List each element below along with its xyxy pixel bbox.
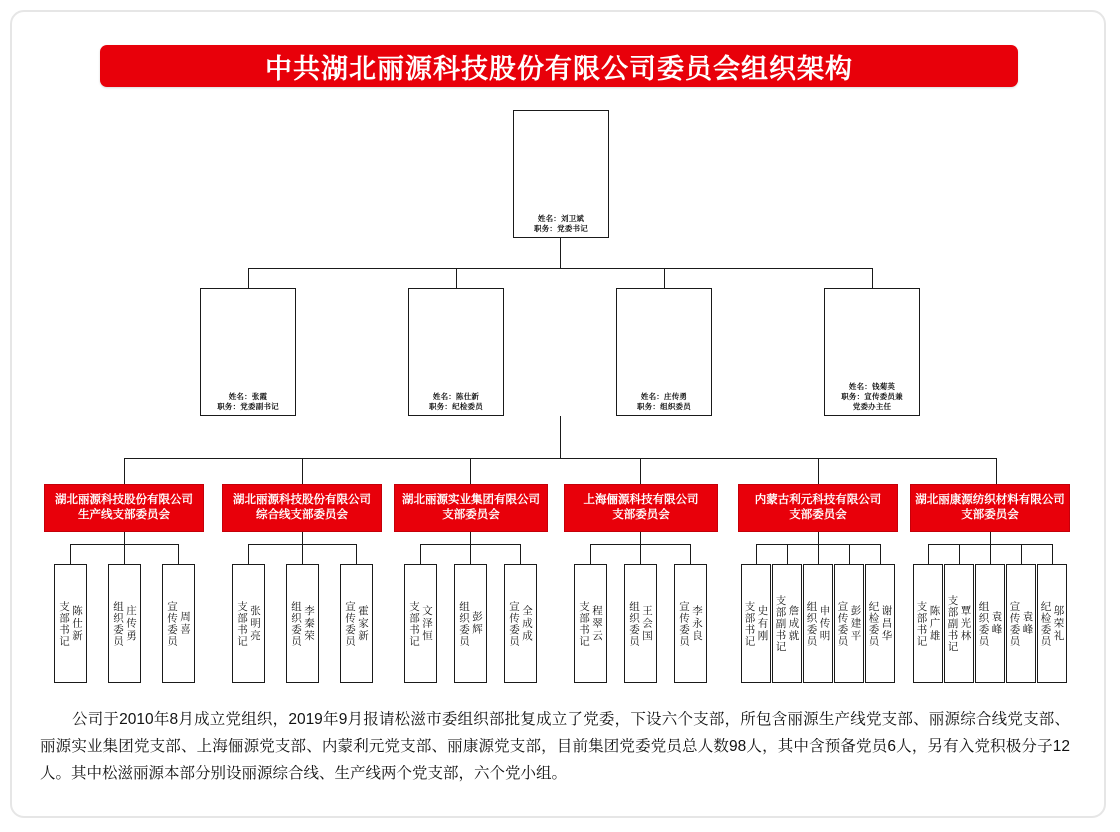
role-label: 职务： xyxy=(534,224,558,233)
member-name: 张明亮 xyxy=(249,604,261,643)
connector-b5-drop-5 xyxy=(880,544,881,564)
member-name: 史有刚 xyxy=(756,604,769,643)
person-name: 张霞 xyxy=(251,392,268,401)
member-cell xyxy=(54,564,87,683)
branch-title-line1: 内蒙古利元科技有限公司 xyxy=(754,494,882,506)
connector-branch-drop-5 xyxy=(818,458,819,484)
connector-level2-drop-4 xyxy=(872,268,873,288)
member-cell xyxy=(1037,564,1067,683)
footer-description: 公司于2010年8月成立党组织，2019年9月报请松滋市委组织部批复成立了党委，下设六个支部，所包含丽源生产线党支部、丽源综合线党支部、丽源实业集团党支部、上海俪源党支部、内蒙利元党支部、丽康源党支部，目前集团党委党员总人数98人，其中含预备党员6人，另有入党积极分子12人。其中松滋丽源本部分别设丽源综合线、生产线两个党支部，六个党小组。 xyxy=(40,711,1070,782)
member-title: 支部书记 xyxy=(408,600,420,647)
branch-box-shanghai-liyuan[interactable] xyxy=(564,484,718,532)
connector-b4-stem xyxy=(640,532,641,544)
connector-b1-drop-2 xyxy=(124,544,125,564)
connector-b6-stem xyxy=(990,532,991,544)
person-meta xyxy=(617,392,711,415)
member-cell xyxy=(108,564,141,683)
member-title: 组织委员 xyxy=(290,600,302,647)
member-name: 申传明 xyxy=(818,604,831,643)
connector-b2-stem xyxy=(302,532,303,544)
member-name: 全成成 xyxy=(521,604,533,643)
branch-title-line2: 支部委员会 xyxy=(961,509,1019,521)
member-cell xyxy=(944,564,974,683)
member-name: 陈广雄 xyxy=(928,604,941,643)
member-name: 谢昌华 xyxy=(880,604,893,643)
branch-title-line1: 湖北丽康源纺织材料有限公司 xyxy=(915,494,1065,506)
connector-level2-bus xyxy=(248,268,873,269)
connector-b3-drop-1 xyxy=(420,544,421,564)
member-title: 纪检委员 xyxy=(1039,600,1052,647)
member-cell xyxy=(504,564,537,683)
member-cell xyxy=(232,564,265,683)
branch-title-line1: 湖北丽源实业集团有限公司 xyxy=(402,494,540,506)
member-title: 支部副书记 xyxy=(946,594,959,653)
page-title xyxy=(100,45,1018,87)
person-meta xyxy=(201,392,295,415)
member-name: 程翠云 xyxy=(591,604,603,643)
connector-b6-drop-3 xyxy=(990,544,991,564)
member-title: 宣传委员 xyxy=(166,600,178,647)
person-box-deputy-secretary xyxy=(200,288,296,416)
member-cell xyxy=(454,564,487,683)
member-name: 彭建平 xyxy=(849,604,862,643)
connector-b4-drop-3 xyxy=(690,544,691,564)
person-meta xyxy=(825,382,919,415)
connector-branch-drop-6 xyxy=(996,458,997,484)
person-role-line2: 党委办主任 xyxy=(852,402,892,411)
role-label: 职务： xyxy=(429,402,453,411)
connector-b6-drop-4 xyxy=(1021,544,1022,564)
member-title: 支部副书记 xyxy=(774,594,787,653)
connector-b5-drop-2 xyxy=(787,544,788,564)
person-role: 党委副书记 xyxy=(240,402,279,411)
connector-b6-drop-1 xyxy=(928,544,929,564)
connector-branch-drop-2 xyxy=(302,458,303,484)
member-cell xyxy=(741,564,771,683)
name-label: 姓名： xyxy=(432,392,456,401)
connector-b1-stem xyxy=(124,532,125,544)
branch-title-line1: 湖北丽源科技股份有限公司 xyxy=(233,494,371,506)
connector-branch-drop-1 xyxy=(124,458,125,484)
connector-b1-drop-3 xyxy=(178,544,179,564)
person-name: 陈仕新 xyxy=(456,392,480,401)
member-title: 支部书记 xyxy=(743,600,756,647)
member-name: 覃光林 xyxy=(959,604,972,643)
member-cell xyxy=(1006,564,1036,683)
connector-b5-stem xyxy=(818,532,819,544)
person-meta xyxy=(514,214,608,237)
person-meta xyxy=(409,392,503,415)
member-title: 宣传委员 xyxy=(678,600,690,647)
branch-box-industrial-group[interactable] xyxy=(394,484,548,532)
person-name: 庄传勇 xyxy=(664,392,688,401)
member-cell xyxy=(624,564,657,683)
branch-box-likangyuan-textile[interactable] xyxy=(910,484,1070,532)
member-title: 组织委员 xyxy=(458,600,470,647)
branch-title-line1: 上海俪源科技有限公司 xyxy=(583,494,699,506)
connector-b2-drop-1 xyxy=(248,544,249,564)
person-name: 钱菊英 xyxy=(872,382,896,391)
member-title: 组织委员 xyxy=(112,600,124,647)
branch-box-production-line[interactable] xyxy=(44,484,204,532)
person-box-discipline-member xyxy=(408,288,504,416)
branch-title-line2: 综合线支部委员会 xyxy=(256,509,348,521)
person-role: 党委书记 xyxy=(557,224,588,233)
member-title: 组织委员 xyxy=(977,600,990,647)
member-cell xyxy=(913,564,943,683)
connector-b2-drop-2 xyxy=(302,544,303,564)
name-label: 姓名： xyxy=(228,392,252,401)
connector-b5-drop-1 xyxy=(756,544,757,564)
connector-b3-stem xyxy=(470,532,471,544)
connector-level2-drop-3 xyxy=(664,268,665,288)
branch-title-line2: 支部委员会 xyxy=(612,509,670,521)
page-title-text: 中共湖北丽源科技股份有限公司委员会组织架构 xyxy=(265,53,853,84)
member-name: 袁峰 xyxy=(990,611,1003,636)
connector-b6-drop-5 xyxy=(1052,544,1053,564)
branch-box-inner-mongolia-liyuan[interactable] xyxy=(738,484,898,532)
connector-b6-drop-2 xyxy=(959,544,960,564)
member-cell xyxy=(803,564,833,683)
member-title: 宣传委员 xyxy=(344,600,356,647)
connector-b4-drop-2 xyxy=(640,544,641,564)
person-name: 刘卫斌 xyxy=(561,214,585,223)
connector-level2-drop-1 xyxy=(248,268,249,288)
member-cell xyxy=(975,564,1005,683)
person-box-party-secretary xyxy=(513,110,609,238)
member-cell xyxy=(286,564,319,683)
member-name: 陈仕新 xyxy=(71,604,83,643)
member-title: 宣传委员 xyxy=(836,600,849,647)
connector-b1-drop-1 xyxy=(70,544,71,564)
branch-title-line2: 支部委员会 xyxy=(442,509,500,521)
member-title: 支部书记 xyxy=(236,600,248,647)
person-role: 组织委员 xyxy=(660,402,691,411)
connector-top-stem xyxy=(560,238,561,268)
branch-box-comprehensive-line[interactable] xyxy=(222,484,382,532)
member-title: 宣传委员 xyxy=(508,600,520,647)
role-label: 职务： xyxy=(637,402,661,411)
name-label: 姓名： xyxy=(537,214,561,223)
member-cell xyxy=(162,564,195,683)
branch-title-line1: 湖北丽源科技股份有限公司 xyxy=(55,494,193,506)
member-cell xyxy=(772,564,802,683)
branch-title-line2: 生产线支部委员会 xyxy=(78,509,170,521)
member-name: 彭辉 xyxy=(471,611,483,636)
member-name: 袁峰 xyxy=(1021,611,1034,636)
member-title: 支部书记 xyxy=(58,600,70,647)
connector-branch-drop-4 xyxy=(640,458,641,484)
name-label: 姓名： xyxy=(640,392,664,401)
connector-b5-drop-4 xyxy=(849,544,850,564)
connector-level2-drop-2 xyxy=(456,268,457,288)
connector-b4-drop-1 xyxy=(590,544,591,564)
connector-b5-drop-3 xyxy=(818,544,819,564)
member-cell xyxy=(865,564,895,683)
connector-b2-drop-3 xyxy=(356,544,357,564)
member-title: 组织委员 xyxy=(628,600,640,647)
member-cell xyxy=(404,564,437,683)
member-name: 庄传勇 xyxy=(125,604,137,643)
member-title: 纪检委员 xyxy=(867,600,880,647)
person-role: 宣传委员兼 xyxy=(864,392,903,401)
member-name: 文泽恒 xyxy=(421,604,433,643)
branch-title-line2: 支部委员会 xyxy=(789,509,847,521)
member-title: 宣传委员 xyxy=(1008,600,1021,647)
member-name: 詹成就 xyxy=(787,604,800,643)
member-title: 支部书记 xyxy=(915,600,928,647)
connector-branch-stem xyxy=(560,416,561,458)
connector-branch-bus xyxy=(124,458,996,459)
connector-b3-drop-2 xyxy=(470,544,471,564)
connector-b3-drop-3 xyxy=(520,544,521,564)
member-cell xyxy=(834,564,864,683)
member-name: 周喜 xyxy=(179,611,191,636)
role-label: 职务： xyxy=(217,402,241,411)
member-cell xyxy=(574,564,607,683)
member-cell xyxy=(340,564,373,683)
member-cell xyxy=(674,564,707,683)
person-role: 纪检委员 xyxy=(452,402,483,411)
member-name: 李永良 xyxy=(691,604,703,643)
name-label: 姓名： xyxy=(848,382,872,391)
member-name: 霍家新 xyxy=(357,604,369,643)
member-title: 支部书记 xyxy=(578,600,590,647)
member-name: 王会国 xyxy=(641,604,653,643)
person-box-organization-member xyxy=(616,288,712,416)
role-label: 职务： xyxy=(841,392,865,401)
member-title: 组织委员 xyxy=(805,600,818,647)
member-name: 李秦荣 xyxy=(303,604,315,643)
person-box-publicity-member xyxy=(824,288,920,416)
connector-branch-drop-3 xyxy=(470,458,471,484)
member-name: 邬荣礼 xyxy=(1052,604,1065,643)
